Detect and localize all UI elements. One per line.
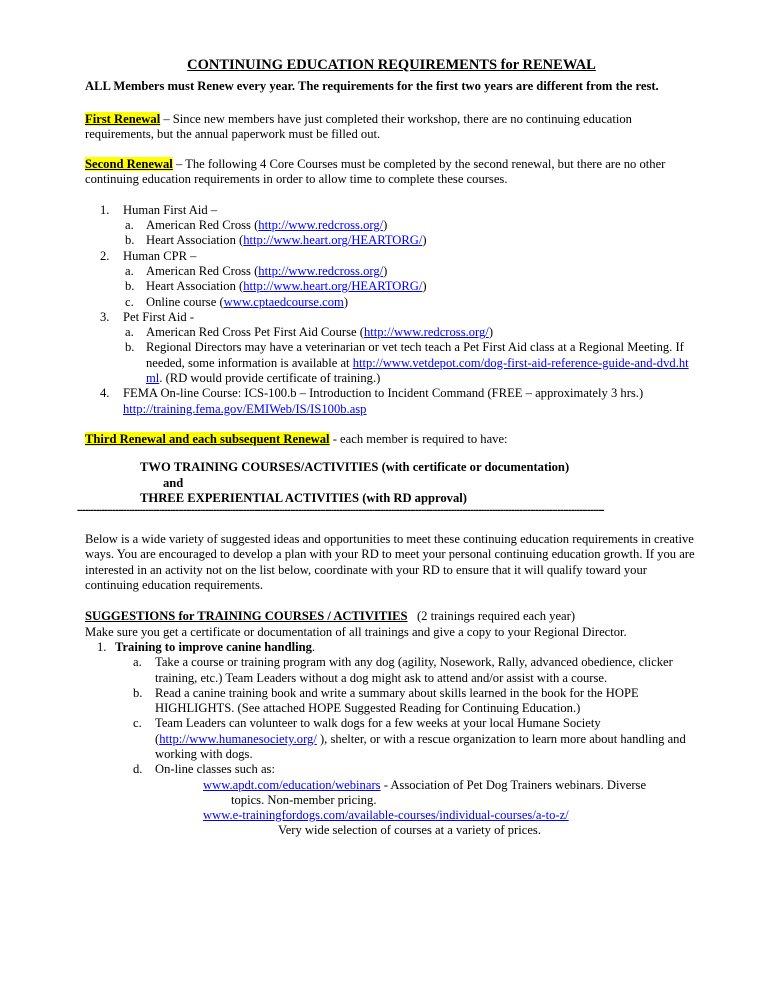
apdt-link[interactable]: www.apdt.com/education/webinars (203, 777, 381, 792)
list-number: 1. (97, 639, 107, 654)
sub-item-after: ) (488, 325, 494, 340)
sub-item (100, 295, 698, 310)
sub-item-after: ) (383, 263, 388, 278)
sub-item-text: American Red Cross ( (146, 218, 259, 233)
list-letter: a. (125, 263, 134, 278)
sub-item-after: ), shelter, or with a rescue organization to learn more about handling and working with dogs. (155, 731, 686, 761)
list-letter: c. (133, 716, 142, 731)
etraining-desc: Very wide selection of courses at a variety of prices. (278, 823, 541, 838)
document-title: CONTINUING EDUCATION REQUIREMENTS for RENEWAL (187, 57, 596, 73)
sub-item-text: American Red Cross ( (146, 263, 259, 278)
apdt-desc-cont: topics. Non-member pricing. (231, 792, 377, 807)
first-renewal-text: – Since new members have just completed their workshop, there are no continuing education requirements, but the annual paperwork must be filled out. (85, 111, 632, 141)
sub-item-after: . (RD would provide certificate of training.) (159, 371, 381, 386)
list-number: 1. (100, 202, 110, 217)
second-renewal-paragraph (85, 157, 698, 188)
sub-item (100, 233, 698, 248)
document-subtitle: ALL Members must Renew every year. The requirements for the first two years are different from the rest. (85, 79, 659, 94)
sub-item-after: ) (422, 279, 427, 294)
cptaed-link[interactable]: www.cptaedcourse.com (223, 294, 344, 309)
list-letter: c. (125, 294, 134, 309)
sub-item-text: Heart Association ( (146, 233, 244, 248)
list-number: 4. (100, 386, 110, 401)
suggestion-title: Training to improve canine handling (115, 639, 312, 654)
intro-paragraph: Below is a wide variety of suggested ideas and opportunities to meet these continuing education requirements in creative ways. You are encouraged to develop a plan with your RD to meet your personal continuing education growth. If you are interested in an activity not on the list below, coordinate with your RD to ensure that it will qualify toward your continuing education requirements. (85, 532, 695, 593)
core-course-item (100, 249, 698, 310)
suggestions-heading-note: (2 trainings required each year) (407, 609, 576, 624)
sub-item-text: American Red Cross Pet First Aid Course ( (146, 325, 364, 340)
core-course-title: Human First Aid – (123, 202, 218, 217)
suggestions-heading-text: SUGGESTIONS for TRAINING COURSES / ACTIVITIES (85, 609, 408, 624)
requirement-experiential: THREE EXPERIENTIAL ACTIVITIES (with RD approval) (140, 490, 467, 505)
requirement-and: and (163, 475, 184, 490)
sub-item-after: ) (383, 218, 388, 233)
redcross-link[interactable]: http://www.redcross.org/ (258, 263, 384, 278)
list-letter: b. (125, 340, 135, 355)
list-letter: d. (133, 762, 143, 777)
third-renewal-label: Third Renewal and each subsequent Renewal (85, 431, 330, 446)
sub-item-after: ) (343, 294, 349, 309)
list-letter: a. (133, 655, 142, 670)
redcross-link[interactable]: http://www.redcross.org/ (258, 218, 384, 233)
third-renewal-paragraph (85, 432, 698, 447)
core-course-title: Pet First Aid - (123, 309, 195, 324)
online-class-etraining (155, 808, 698, 839)
suggestions-list (85, 640, 698, 839)
sub-item-text: On-line classes such as: (155, 762, 275, 777)
heart-link[interactable]: http://www.heart.org/HEARTORG/ (243, 279, 423, 294)
sub-item-text: Heart Association ( (146, 279, 244, 294)
sub-item-text: Regional Directors may have a veterinarian or vet tech teach a Pet First Aid class at a Regional Meeting. If needed, some information is available at (146, 340, 684, 370)
list-letter: b. (125, 279, 135, 294)
list-letter: a. (125, 218, 134, 233)
suggestions-note: Make sure you get a certificate or documentation of all trainings and give a copy to your Regional Director. (85, 624, 627, 639)
list-letter: b. (125, 233, 135, 248)
requirement-training: TWO TRAINING COURSES/ACTIVITIES (with certificate or documentation) (140, 460, 570, 475)
suggestion-item (85, 640, 698, 839)
core-courses-list (85, 203, 698, 417)
sub-item (85, 762, 698, 838)
sub-item (100, 218, 698, 233)
sub-item (85, 686, 698, 717)
sub-item-text: Online course ( (146, 294, 224, 309)
first-renewal-label: First Renewal (85, 111, 161, 126)
sub-item (100, 325, 698, 340)
apdt-desc: - Association of Pet Dog Trainers webinars. Diverse (380, 777, 647, 792)
list-letter: a. (125, 325, 134, 340)
second-renewal-label: Second Renewal (85, 157, 173, 172)
humanesociety-link[interactable]: http://www.humanesociety.org/ (159, 731, 317, 746)
third-renewal-text: - each member is required to have: (329, 431, 508, 446)
sub-item-after: ) (422, 233, 427, 248)
sub-item (85, 655, 698, 686)
redcross-link[interactable]: http://www.redcross.org/ (363, 325, 489, 340)
core-course-item (100, 203, 698, 249)
sub-item (100, 264, 698, 279)
etraining-link[interactable]: www.e-trainingfordogs.com/available-courses/individual-courses/a-to-z/ (203, 808, 569, 823)
list-number: 2. (100, 248, 110, 263)
fema-link[interactable]: http://training.fema.gov/EMIWeb/IS/IS100b.asp (123, 401, 367, 416)
sub-item (100, 279, 698, 294)
core-course-item (100, 310, 698, 386)
core-course-item (100, 386, 698, 417)
requirements-block (85, 460, 698, 506)
list-number: 3. (100, 309, 110, 324)
sub-item (85, 716, 698, 762)
heart-link[interactable]: http://www.heart.org/HEARTORG/ (243, 233, 423, 248)
first-renewal-paragraph (85, 112, 698, 143)
divider-dashes: ------------------------------------------------------------------------------------------------------------------------------------------------------------------------------------------------- (77, 506, 604, 517)
sub-item-text: Take a course or training program with any dog (agility, Nosework, Rally, advanced obedience, clicker training, etc.) Team Leaders without a dog might ask to attend and/or assist with a course. (155, 655, 673, 685)
online-class-apdt (155, 778, 698, 809)
list-letter: b. (133, 685, 143, 700)
second-renewal-text: – The following 4 Core Courses must be completed by the second renewal, but there are no other continuing education requirements in order to allow time to complete these courses. (85, 157, 666, 187)
suggestion-title-dot: . (311, 639, 316, 654)
sub-item (100, 340, 698, 386)
suggestions-heading (85, 609, 698, 624)
core-course-title: Human CPR – (123, 248, 197, 263)
dashed-divider (77, 506, 710, 516)
core-course-title: FEMA On-line Course: ICS-100.b – Introduction to Incident Command (FREE – approximately 3 hrs.) (123, 386, 644, 401)
sub-item-text: Team Leaders can volunteer to walk dogs for a few weeks at your local Humane Society ( (155, 716, 601, 746)
sub-item-text: Read a canine training book and write a summary about skills learned in the book for the HOPE HIGHLIGHTS. (See attached HOPE Suggested Reading for Continuing Education.) (155, 685, 639, 716)
vetdepot-link[interactable]: http://www.vetdepot.com/dog-first-aid-reference-guide-and-dvd.html (146, 355, 689, 386)
